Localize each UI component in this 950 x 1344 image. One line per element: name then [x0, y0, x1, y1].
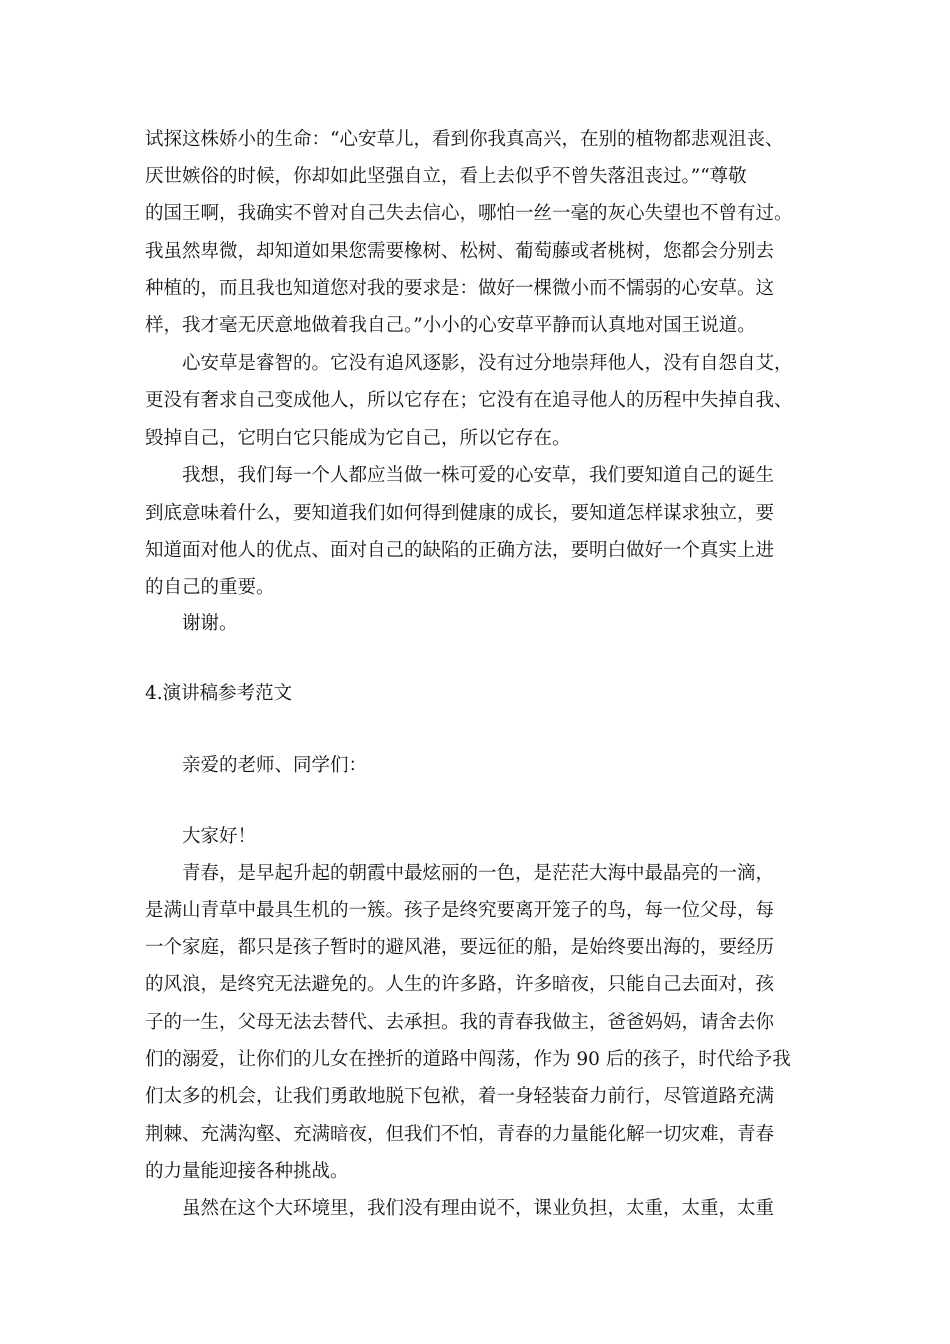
paragraph-4-line-2: 是满山青草中最具生机的一簇。孩子是终究要离开笼子的鸟，每一位父母，每 [145, 900, 775, 921]
paragraph-3-line-1: 我想，我们每一个人都应当做一株可爱的心安草，我们要知道自己的诞生 [182, 465, 775, 486]
paragraph-2-line-1: 心安草是睿智的。它没有追风逐影，没有过分地崇拜他人，没有自怨自艾， [182, 353, 793, 374]
paragraph-4-line-4: 的风浪，是终究无法避免的。人生的许多路，许多暗夜，只能自己去面对，孩 [145, 974, 775, 995]
paragraph-1-line-3: 的国王啊，我确实不曾对自己失去信心，哪怕一丝一毫的灰心失望也不曾有过。 [145, 203, 793, 224]
paragraph-2-line-3: 毁掉自己，它明白它只能成为它自己，所以它存在。 [145, 428, 571, 449]
paragraph-5-line-1: 虽然在这个大环境里，我们没有理由说不，课业负担，太重，太重，太重 [182, 1198, 775, 1219]
paragraph-2-line-2: 更没有奢求自己变成他人，所以它存在；它没有在追寻他人的历程中失掉自我、 [145, 390, 793, 411]
salutation: 亲爱的老师、同学们： [182, 755, 368, 776]
paragraph-3-line-3: 知道面对他人的优点、面对自己的缺陷的正确方法，要明白做好一个真实上进 [145, 540, 775, 561]
paragraph-4-line-1: 青春，是早起升起的朝霞中最炫丽的一色，是茫茫大海中最晶亮的一滴， [182, 863, 775, 884]
greeting-hello: 大家好！ [182, 826, 257, 847]
section-heading: 4.演讲稿参考范文 [145, 683, 293, 704]
paragraph-1-line-6: 样，我才毫无厌意地做着我自己。”小小的心安草平静而认真地对国王说道。 [145, 315, 756, 336]
paragraph-1-line-1: 试探这株娇小的生命：“心安草儿，看到你我真高兴，在别的植物都悲观沮丧、 [145, 129, 784, 150]
paragraph-1-line-4: 我虽然卑微，却知道如果您需要橡树、松树、葡萄藤或者桃树，您都会分别去 [145, 241, 775, 262]
paragraph-4-line-6: 们的溺爱，让你们的儿女在挫折的道路中闯荡，作为 90 后的孩子，时代给予我 [145, 1049, 791, 1070]
paragraph-4-line-7: 们太多的机会，让我们勇敢地脱下包袱，着一身轻装奋力前行，尽管道路充满 [145, 1086, 775, 1107]
paragraph-4-line-8: 荆棘、充满沟壑、充满暗夜，但我们不怕，青春的力量能化解一切灾难，青春 [145, 1124, 775, 1145]
paragraph-3-line-4: 的自己的重要。 [145, 577, 275, 598]
paragraph-1-line-2: 厌世嫉俗的时候，你却如此坚强自立，看上去似乎不曾失落沮丧过。”“尊敬 [145, 166, 747, 187]
paragraph-4-line-5: 子的一生，父母无法去替代、去承担。我的青春我做主，爸爸妈妈，请舍去你 [145, 1012, 775, 1033]
paragraph-1-line-5: 种植的，而且我也知道您对我的要求是：做好一棵微小而不懦弱的心安草。这 [145, 278, 775, 299]
closing-thanks: 谢谢。 [182, 613, 238, 634]
paragraph-4-line-3: 一个家庭，都只是孩子暂时的避风港，要远征的船，是始终要出海的，要经历 [145, 937, 775, 958]
paragraph-4-line-9: 的力量能迎接各种挑战。 [145, 1161, 349, 1182]
paragraph-3-line-2: 到底意味着什么，要知道我们如何得到健康的成长，要知道怎样谋求独立，要 [145, 503, 775, 524]
